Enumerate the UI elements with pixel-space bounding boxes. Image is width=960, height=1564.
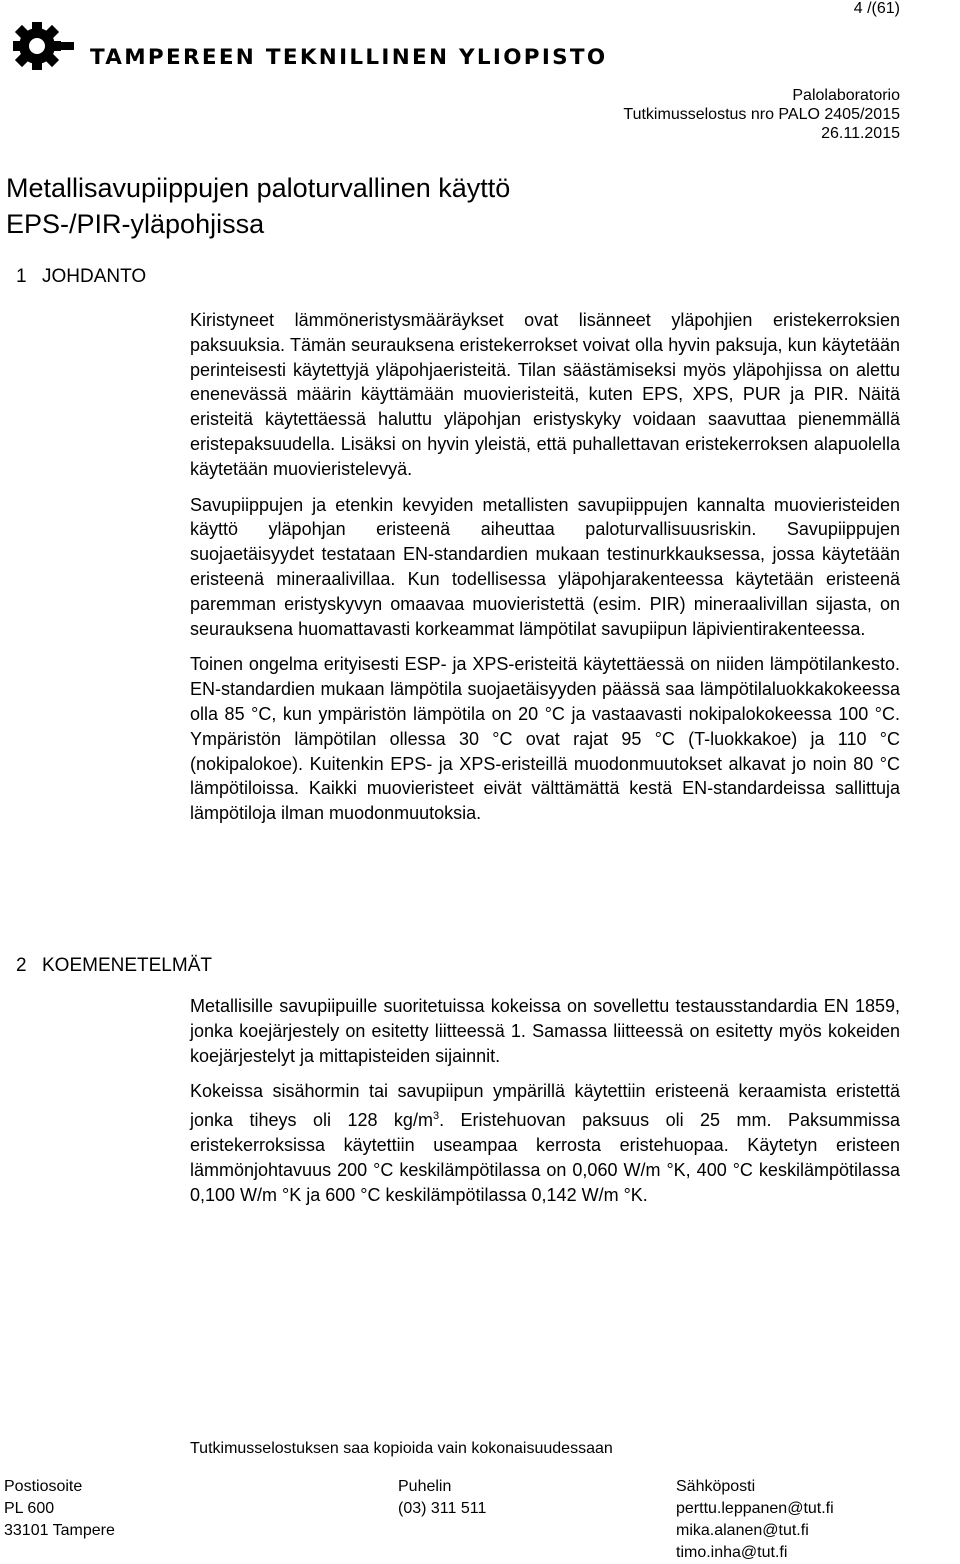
address-line: 33101 Tampere [4, 1522, 115, 1539]
footer-address [4, 1476, 115, 1542]
section-number: 2 [16, 955, 27, 976]
university-logo [6, 16, 608, 76]
section-title: KOEMENETELMÄT [42, 955, 212, 976]
email-link[interactable]: mika.alanen@tut.fi [676, 1522, 809, 1539]
paragraph: Kiristyneet lämmöneristysmääräykset ovat lisänneet yläpohjien eristekerroksien paksuuksia. Tämän seurauksena eristekerrokset voivat olla hyvin paksuja, kun käytetään perinteisesti käytettyjä yläpohjaeristeitä. Tilan säästämiseksi myös yläpohjissa on alettu enenevässä määrin käyttämään muovieristeitä, kuten EPS, XPS, PUR ja PIR. Näitä eristeitä käytettäessä haluttu yläpohjan eristyskyky voidaan saavuttaa pienemmällä eristepaksuudella. Lisäksi on hyvin yleistä, että puhallettavan eristekerroksen alapuolella käytetään muovieristelevyä. [190, 310, 900, 479]
section-heading-koemenetelmat [16, 955, 212, 977]
report-date: 26.11.2015 [821, 125, 900, 142]
email-link[interactable]: perttu.leppanen@tut.fi [676, 1500, 834, 1517]
paragraph: Savupiippujen ja etenkin kevyiden metallisten savupiippujen kannalta muovieristeiden käyttö yläpohjan eristeenä aiheuttaa paloturvallisuusriskin. Savupiippujen suojaetäisyydet testataan EN-standardien mukaan testinurkkauksessa, jossa käytetään eristeenä mineraalivillaa. Kun todellisessa yläpohjarakenteessa käytetään eristeenä paremman eristyskyvyn omaavaa muovieristettä (esim. PIR) mineraalivillan sijasta, on seurauksena huomattavasti korkeammat lämpötilat savupiipun läpivientirakenteessa. [190, 494, 900, 639]
paragraph [190, 1079, 900, 1207]
address-label: Postiosoite [4, 1478, 83, 1495]
phone-label: Puhelin [398, 1478, 452, 1495]
gear-logo-icon [6, 16, 76, 76]
footer-email [676, 1476, 834, 1564]
lab-name: Palolaboratorio [792, 87, 900, 104]
paragraph-text: Kokeissa sisähormin tai savupiipun ympärillä käytettiin eristeenä keraamista eristettä jonka tiheys oli 128 kg/m [190, 1081, 900, 1131]
email-label: Sähköposti [676, 1478, 756, 1495]
document-title: Metallisavupiippujen paloturvallinen käyttö EPS-/PIR-yläpohjissa [6, 173, 511, 239]
phone-number: (03) 311 511 [398, 1500, 487, 1517]
page-number: 4 /(61) [853, 0, 900, 17]
section-1-body [190, 308, 900, 826]
footer-phone [398, 1476, 486, 1520]
section-heading-johdanto [16, 266, 146, 288]
report-meta [623, 86, 900, 143]
superscript: 3 [432, 1110, 440, 1123]
paragraph-text: . Eristehuovan paksuus oli 25 mm. Paksummissa eristekerroksissa käytettiin useampaa kerrosta eristehuopaa. Käytetyn eristeen lämmönjohtavuus 200 °C keskilämpötilassa on 0,060 W/m °K, 400 °C keskilämpötilassa 0,100 W/m °K ja 600 °C keskilämpötilassa 0,142 W/m °K. [190, 1110, 900, 1205]
section-number: 1 [16, 266, 27, 287]
address-line: PL 600 [4, 1500, 55, 1517]
paragraph: Toinen ongelma erityisesti ESP- ja XPS-eristeitä käytettäessä on niiden lämpötilankesto. EN-standardien mukaan lämpötila suojaetäisyyden päässä saa lämpötilaluokkakokeessa olla 85 °C, kun ympäristön lämpötila on 20 °C ja vastaavasti nokipalokokeessa 100 °C. Ympäristön lämpötilan ollessa 30 °C ovat rajat 95 °C (T-luokkakoe) ja 110 °C (nokipalokoe). Kuitenkin EPS- ja XPS-eristeillä muodonmuutokset alkavat jo noin 80 °C lämpötiloissa. Kaikki muovieristeet eivät välttämättä kestä EN-standardeissa sallittuja lämpötiloja ilman muodonmuutoksia. [190, 654, 900, 824]
university-name: TAMPEREEN TEKNILLINEN YLIOPISTO [90, 45, 608, 70]
paragraph: Metallisille savupiipuille suoritetuissa kokeissa on sovellettu testausstandardia EN 1859, jonka koejärjestely on esitetty liitteessä 1. Samassa liitteessä on esitetty myös kokeiden koejärjestelyt ja mittapisteiden sijainnit. [190, 996, 900, 1066]
email-link[interactable]: timo.inha@tut.fi [676, 1544, 788, 1561]
section-title: JOHDANTO [42, 266, 147, 287]
report-number: Tutkimusselostus nro PALO 2405/2015 [623, 106, 900, 123]
copy-notice: Tutkimusselostuksen saa kopioida vain kokonaisuudessaan [190, 1440, 613, 1457]
section-2-body [190, 994, 900, 1207]
